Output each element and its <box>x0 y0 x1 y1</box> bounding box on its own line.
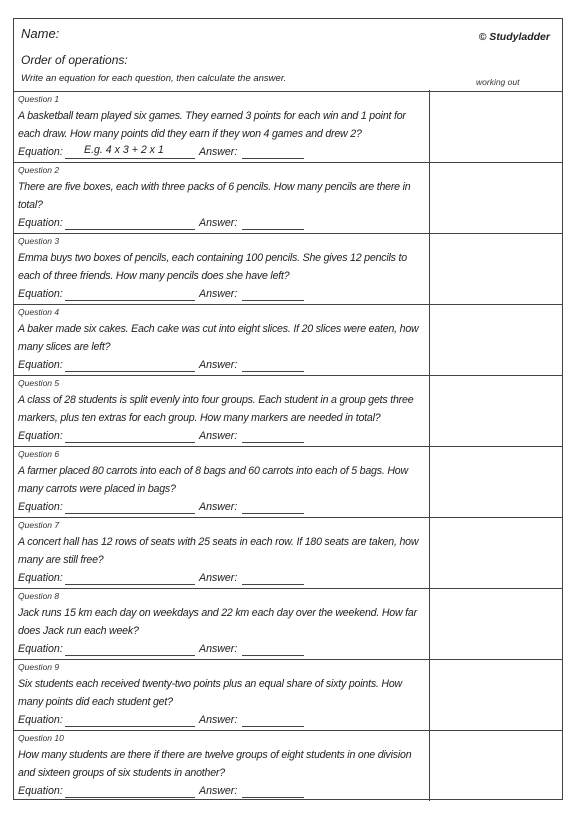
equation-answer-row <box>18 215 426 232</box>
question-number: Question 6 <box>18 449 60 459</box>
answer-field[interactable] <box>242 229 304 230</box>
equation-field[interactable] <box>65 513 195 514</box>
equation-answer-row <box>18 783 426 800</box>
question-text: A class of 28 students is split evenly into four groups. Each student in a group gets three markers, plus ten extras for each group. How many markers are needed in total? <box>18 394 414 424</box>
name-label: Name: <box>21 26 60 41</box>
question-row <box>14 517 562 588</box>
equation-answer-row <box>18 428 426 445</box>
question-number: Question 10 <box>18 733 64 743</box>
question-row <box>14 446 562 517</box>
answer-label: Answer: <box>199 501 238 513</box>
equation-label: Equation: <box>18 146 63 158</box>
equation-label: Equation: <box>18 714 63 726</box>
equation-label: Equation: <box>18 501 63 513</box>
answer-field[interactable] <box>242 442 304 443</box>
equation-answer-row <box>18 499 426 516</box>
equation-answer-row <box>18 357 426 374</box>
question-row <box>14 588 562 659</box>
answer-label: Answer: <box>199 146 238 158</box>
equation-label: Equation: <box>18 572 63 584</box>
question-number: Question 7 <box>18 520 60 530</box>
equation-answer-row <box>18 641 426 658</box>
answer-label: Answer: <box>199 785 238 797</box>
equation-field[interactable] <box>65 371 195 372</box>
answer-field[interactable] <box>242 655 304 656</box>
question-row <box>14 659 562 730</box>
answer-label: Answer: <box>199 643 238 655</box>
question-row <box>14 162 562 233</box>
equation-field[interactable] <box>65 655 195 656</box>
answer-field[interactable] <box>242 584 304 585</box>
answer-label: Answer: <box>199 217 238 229</box>
working-out-label: working out <box>476 77 520 87</box>
answer-field[interactable] <box>242 726 304 727</box>
equation-label: Equation: <box>18 430 63 442</box>
instructions: Write an equation for each question, then calculate the answer. <box>21 73 287 84</box>
question-text: There are five boxes, each with three packs of 6 pencils. How many pencils are there in total? <box>18 181 411 211</box>
question-row <box>14 91 562 162</box>
question-text: A basketball team played six games. They earned 3 points for each win and 1 point for each draw. How many points did they earn if they won 4 games and drew 2? <box>18 110 406 140</box>
question-list <box>14 91 562 801</box>
question-number: Question 2 <box>18 165 60 175</box>
equation-answer-row <box>18 286 426 303</box>
brand-credit: © Studyladder <box>478 31 550 43</box>
answer-field[interactable] <box>242 300 304 301</box>
equation-field[interactable] <box>65 229 195 230</box>
question-number: Question 5 <box>18 378 60 388</box>
question-row <box>14 304 562 375</box>
equation-label: Equation: <box>18 359 63 371</box>
equation-field[interactable] <box>65 442 195 443</box>
question-text: A baker made six cakes. Each cake was cut into eight slices. If 20 slices were eaten, how many slices are left? <box>18 323 419 353</box>
question-number: Question 4 <box>18 307 60 317</box>
answer-label: Answer: <box>199 359 238 371</box>
equation-answer-row <box>18 144 426 161</box>
answer-field[interactable] <box>242 797 304 798</box>
equation-field[interactable] <box>65 300 195 301</box>
question-row <box>14 730 562 801</box>
question-row <box>14 233 562 304</box>
question-text: How many students are there if there are twelve groups of eight students in one division and sixteen groups of six students in another? <box>18 749 412 779</box>
equation-answer-row <box>18 712 426 729</box>
equation-label: Equation: <box>18 785 63 797</box>
equation-field[interactable] <box>65 726 195 727</box>
question-text: A concert hall has 12 rows of seats with 25 seats in each row. If 180 seats are taken, how many are still free? <box>18 536 419 566</box>
answer-label: Answer: <box>199 288 238 300</box>
worksheet-title: Order of operations: <box>21 53 128 67</box>
worksheet-header <box>14 19 562 91</box>
answer-field[interactable] <box>242 513 304 514</box>
equation-field[interactable] <box>65 158 195 159</box>
answer-field[interactable] <box>242 371 304 372</box>
worksheet <box>13 18 563 800</box>
answer-label: Answer: <box>199 430 238 442</box>
question-text: Emma buys two boxes of pencils, each containing 100 pencils. She gives 12 pencils to each of three friends. How many pencils does she have left? <box>18 252 407 282</box>
equation-answer-row <box>18 570 426 587</box>
equation-field[interactable] <box>65 797 195 798</box>
equation-label: Equation: <box>18 643 63 655</box>
equation-label: Equation: <box>18 217 63 229</box>
answer-label: Answer: <box>199 714 238 726</box>
answer-label: Answer: <box>199 572 238 584</box>
question-text: Jack runs 15 km each day on weekdays and 22 km each day over the weekend. How far does Jack run each week? <box>18 607 417 637</box>
question-number: Question 9 <box>18 662 60 672</box>
question-row <box>14 375 562 446</box>
question-number: Question 1 <box>18 94 60 104</box>
answer-field[interactable] <box>242 158 304 159</box>
question-text: A farmer placed 80 carrots into each of 8 bags and 60 carrots into each of 5 bags. How many carrots were placed in bags? <box>18 465 408 495</box>
question-text: Six students each received twenty-two points plus an equal share of sixty points. How many points did each student get? <box>18 678 403 708</box>
question-number: Question 3 <box>18 236 60 246</box>
equation-example: E.g. 4 x 3 + 2 x 1 <box>84 144 164 156</box>
equation-label: Equation: <box>18 288 63 300</box>
question-number: Question 8 <box>18 591 60 601</box>
equation-field[interactable] <box>65 584 195 585</box>
